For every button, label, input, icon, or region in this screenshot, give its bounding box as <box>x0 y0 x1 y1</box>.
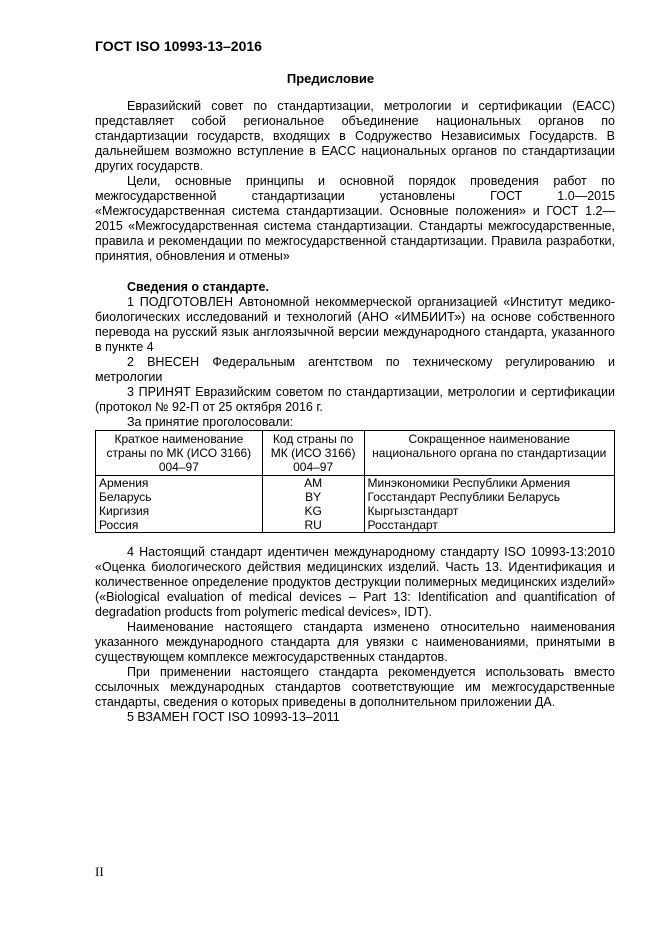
standard-info-item-2: 2 ВНЕСЕН Федеральным агентством по техническому регулированию и метрологии <box>95 355 615 384</box>
standard-info-heading: Сведения о стандарте. <box>127 280 269 294</box>
table-row <box>96 504 615 518</box>
document-body <box>95 99 615 725</box>
identity-section <box>95 545 615 725</box>
column-header-country: Краткое наименование страны по МК (ИСО 3166) 004–97 <box>96 431 263 476</box>
page-number: II <box>95 864 104 879</box>
country-cell: Беларусь <box>96 490 263 504</box>
votes-table-header-row <box>96 431 615 476</box>
votes-label: За принятие проголосовали: <box>127 415 294 429</box>
references-paragraph: При применении настоящего стандарта рекомендуется использовать вместо ссылочных международных стандартов соответствующие им межгосударственные стандарты, сведения о которых приведены в дополнительном приложении ДА. <box>95 665 615 709</box>
code-cell: RU <box>262 518 364 533</box>
name-change-paragraph: Наименование настоящего стандарта изменено относительно наименования указанного международного стандарта для увязки с наименованиями, принятыми в существующем комплексе межгосударственных стандартов. <box>95 620 615 664</box>
code-cell: KG <box>262 504 364 518</box>
table-row <box>96 476 615 491</box>
replaces-item-5: 5 ВЗАМЕН ГОСТ ISO 10993-13–2011 <box>127 710 340 724</box>
document-header: ГОСТ ISO 10993-13–2016 <box>95 38 262 54</box>
country-cell: Армения <box>96 476 263 491</box>
code-cell: AM <box>262 476 364 491</box>
page-title: Предисловие <box>286 71 375 86</box>
standard-info-section <box>95 280 615 415</box>
votes-table <box>95 430 615 533</box>
body-cell: Минэкономики Республики Армения <box>364 476 614 491</box>
identity-item-4: 4 Настоящий стандарт идентичен международному стандарту ISO 10993-13:2010 «Оценка биологического действия медицинских изделий. Часть 13. Идентификация и количественное определение продуктов деструкции полимерных медицинских изделий» («Biological evaluation of medical devices – Part 13: Identification and quantification of degradation products from polymeric medical devices», IDT). <box>95 545 615 619</box>
intro-paragraph-1: Евразийский совет по стандартизации, метрологии и сертификации (ЕАСС) представляет собой региональное объединение национальных органов по стандартизации государств, входящих в Содружество Независимых Государств. В дальнейшем возможно вступление в ЕАСС национальных органов по стандартизации других государств. <box>95 99 615 173</box>
column-header-body: Сокращенное наименование национального органа по стандартизации <box>364 431 614 476</box>
code-cell: BY <box>262 490 364 504</box>
country-cell: Киргизия <box>96 504 263 518</box>
intro-paragraph-2: Цели, основные принципы и основной порядок проведения работ по межгосударственной стандартизации установлены ГОСТ 1.0—2015 «Межгосударственная система стандартизации. Основные положения» и ГОСТ 1.2—2015 «Межгосударственная система стандартизации. Стандарты межгосударственные, правила и рекомендации по межгосударственной стандартизации. Правила разработки, принятия, обновления и отмены» <box>95 174 615 263</box>
table-row <box>96 518 615 533</box>
column-header-code: Код страны по МК (ИСО 3166) 004–97 <box>262 431 364 476</box>
table-row <box>96 490 615 504</box>
country-cell: Россия <box>96 518 263 533</box>
body-cell: Госстандарт Республики Беларусь <box>364 490 614 504</box>
standard-info-item-1: 1 ПОДГОТОВЛЕН Автономной некоммерческой организацией «Институт медико-биологических исследований и технологий (АНО «ИМБИИТ») на основе собственного перевода на русский язык англоязычной версии международного стандарта, указанного в пункте 4 <box>95 295 615 354</box>
standard-info-item-3: 3 ПРИНЯТ Евразийским советом по стандартизации, метрологии и сертификации (протокол № 92-П от 25 октября 2016 г. <box>95 385 615 414</box>
body-cell: Кыргызстандарт <box>364 504 614 518</box>
body-cell: Росстандарт <box>364 518 614 533</box>
